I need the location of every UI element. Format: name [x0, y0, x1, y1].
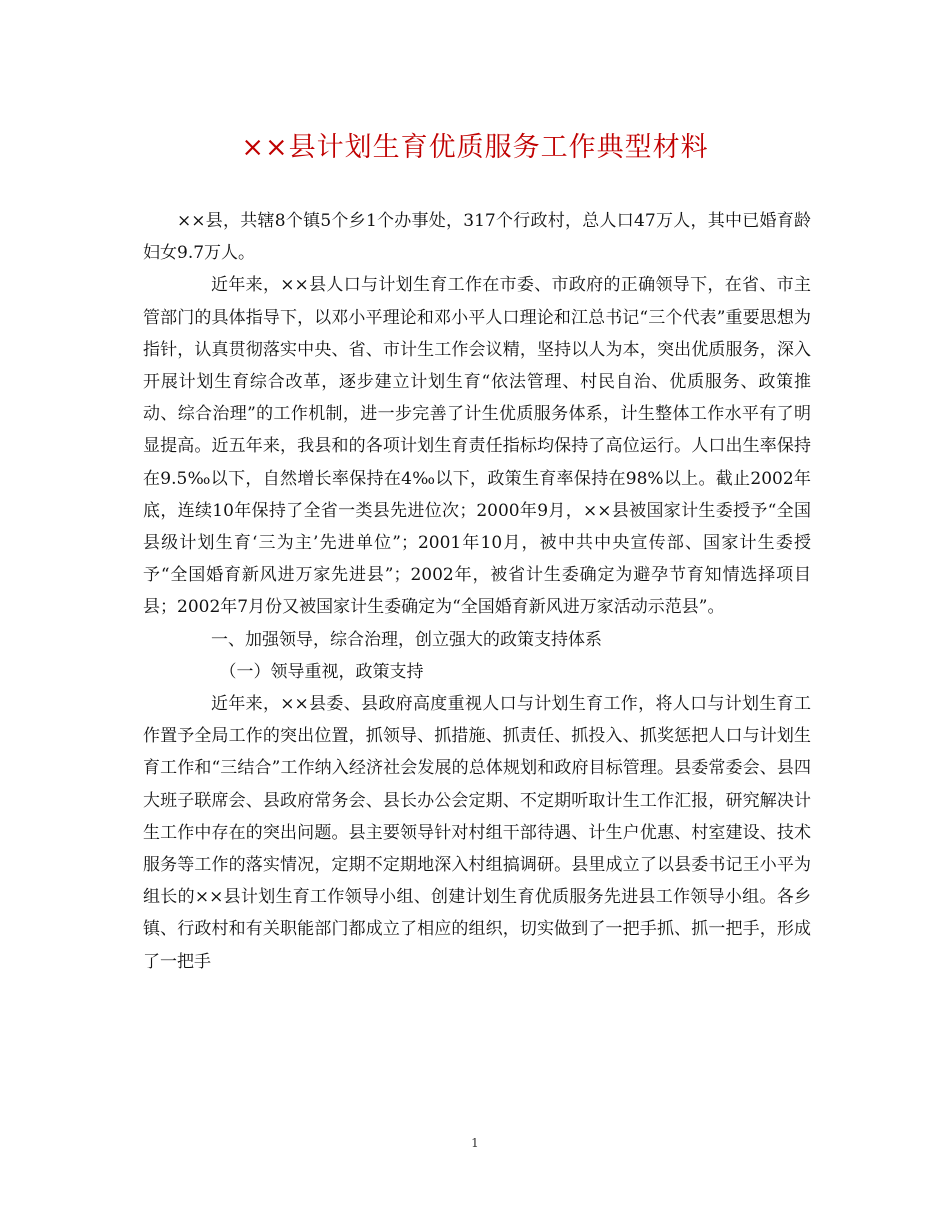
- paragraph-overview: 近年来，××县人口与计划生育工作在市委、市政府的正确领导下，在省、市主管部门的具体指导下，以邓小平理论和邓小平人口理论和江总书记“三个代表”重要思想为指针，认真贯彻落实中央、省、市计生工作会议精，坚持以人为本，突出优质服务，深入开展计划生育综合改革，逐步建立计划生育“依法管理、村民自治、优质服务、政策推动、综合治理”的工作机制，进一步完善了计生优质服务体系，计生整体工作水平有了明显提高。近五年来，我县和的各项计划生育责任指标均保持了高位运行。人口出生率保持在9.5‰以下，自然增长率保持在4‰以下，政策生育率保持在98%以上。截止2002年底，连续10年保持了全省一类县先进位次；2000年9月，××县被国家计生委授予“全国县级计划生育‘三为主’先进单位”；2001年10月，被中共中央宣传部、国家计生委授予“全国婚育新风进万家先进县”；2002年，被省计生委确定为避孕节育知情选择项目县；2002年7月份又被国家计生委确定为“全国婚育新风进万家活动示范县”。: [143, 275, 811, 618]
- section-heading: 一、加强领导，综合治理，创立强大的政策支持体系: [211, 629, 602, 650]
- page-number: 1: [471, 1136, 479, 1150]
- paragraph-leadership: 近年来，××县委、县政府高度重视人口与计划生育工作，将人口与计划生育工作置予全局工作的突出位置，抓领导、抓措施、抓责任、抓投入、抓奖惩把人口与计划生育工作和“三结合”工作纳入经济社会发展的总体规划和政府目标管理。县委常委会、县四大班子联席会、县政府常务会、县长办公会定期、不定期听取计生工作汇报，研究解决计生工作中存在的突出问题。县主要领导针对村组干部待遇、计生户优惠、村室建设、技术服务等工作的落实情况，定期不定期地深入村组搞调研。县里成立了以县委书记王小平为组长的××县计划生育工作领导小组、创建计划生育优质服务先进县工作领导小组。各乡镇、行政村和有关职能部门都成立了相应的组织，切实做到了一把手抓、抓一把手，形成了一把手: [143, 694, 811, 972]
- paragraph-intro: ××县，共辖8个镇5个乡1个办事处，317个行政村，总人口47万人，其中已婚育龄妇女9.7万人。: [143, 211, 811, 264]
- subsection-heading: （一）领导重视，政策支持: [219, 661, 424, 682]
- document-body: [143, 205, 811, 978]
- document-title: ××县计划生育优质服务工作典型材料: [241, 132, 709, 163]
